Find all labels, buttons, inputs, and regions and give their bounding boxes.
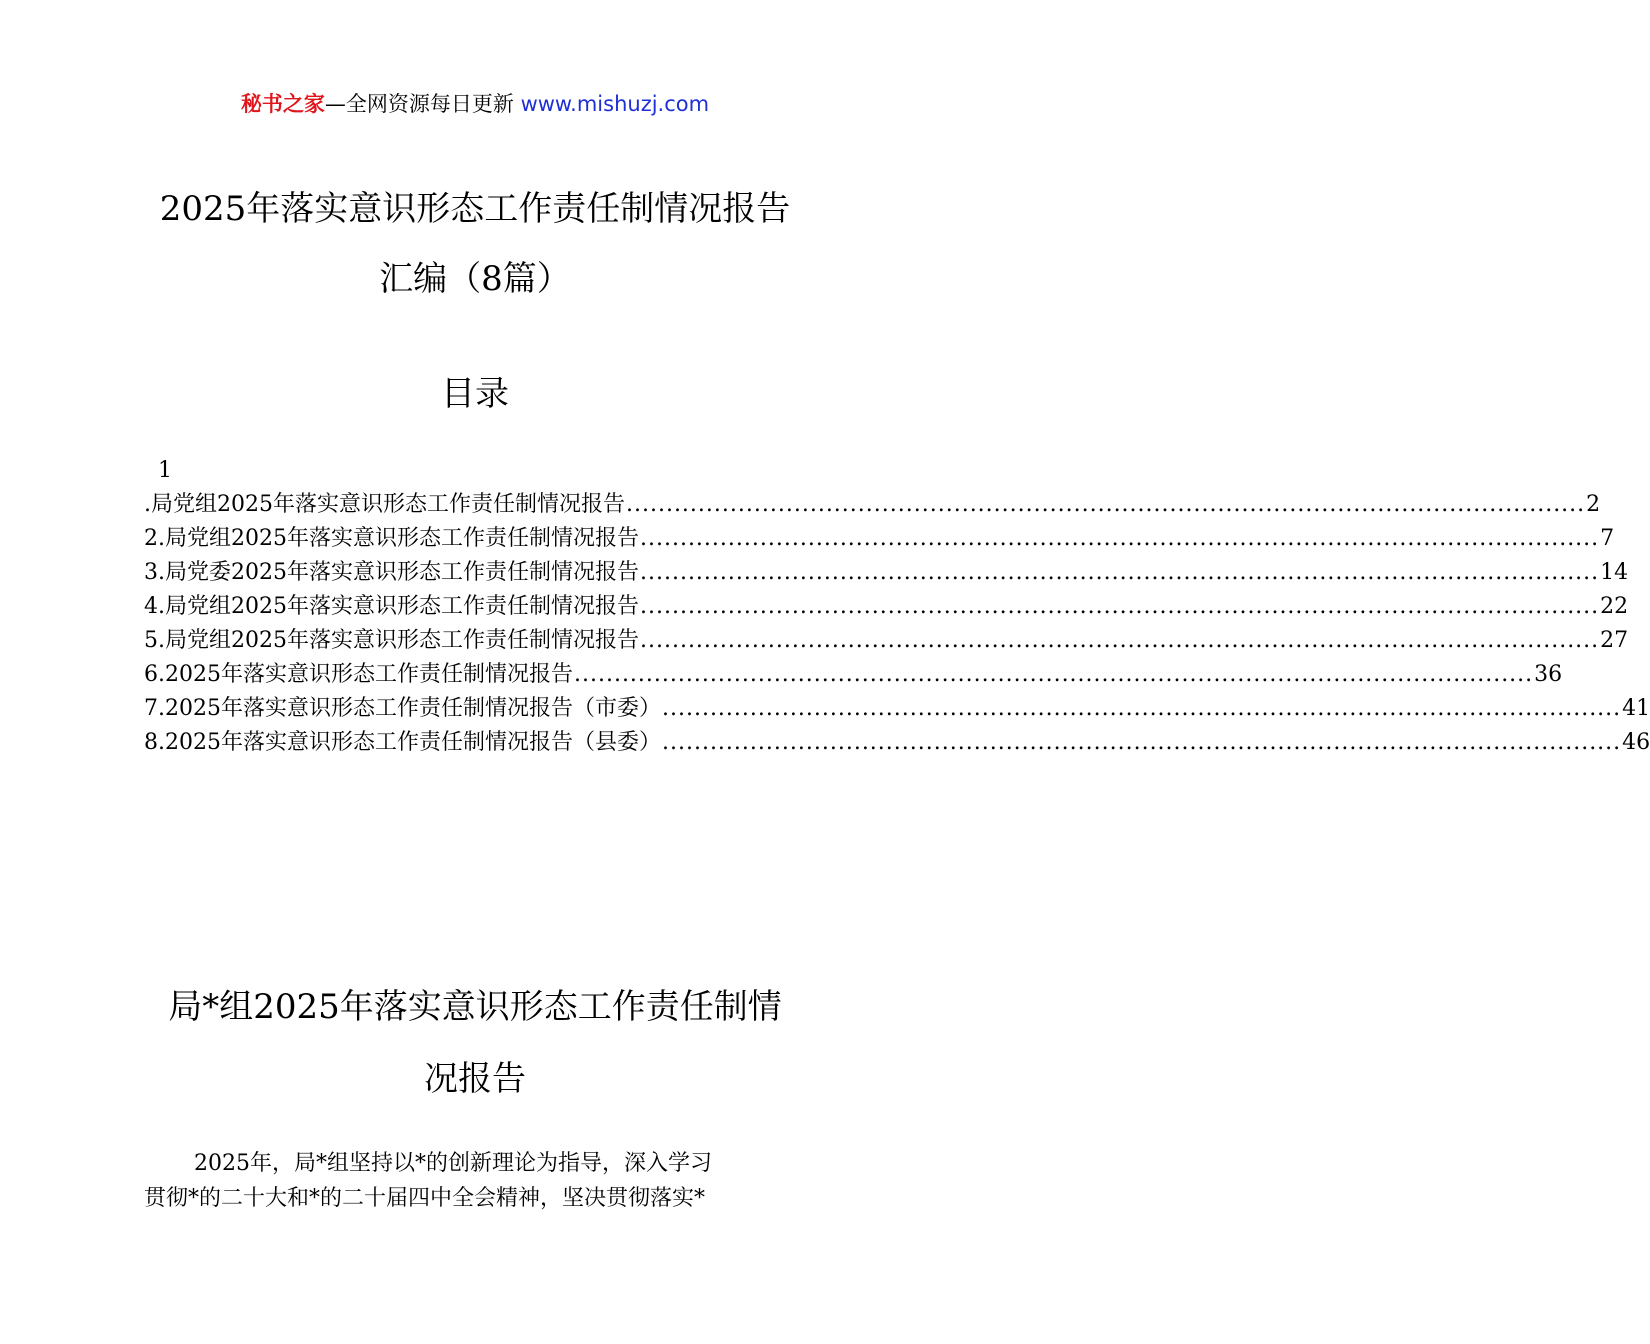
document-title-line-1: 2025年落实意识形态工作责任制情况报告 [159, 189, 791, 229]
toc-first-number: 1 [158, 458, 172, 483]
toc-entry-2[interactable] [144, 522, 1615, 556]
toc-dot-leader: ........................................................................................................................ [639, 594, 1600, 619]
toc-dot-leader: ........................................................................................................................ [639, 526, 1600, 551]
document-title-line-2: 汇编（8篇） [379, 259, 571, 299]
toc-entry-label: 7.2025年落实意识形态工作责任制情况报告（市委） [144, 696, 661, 721]
body-paragraph-line: 贯彻*的二十大和*的二十届四中全会精神，坚决贯彻落实* [144, 1186, 706, 1211]
toc-page-number: 46 [1622, 730, 1650, 755]
toc-entry-label: 4.局党组2025年落实意识形态工作责任制情况报告 [144, 594, 639, 619]
toc-dot-leader: ........................................................................................................................ [573, 662, 1534, 687]
toc-dot-leader: ........................................................................................................................ [639, 628, 1600, 653]
toc-dot-leader: ........................................................................................................................ [661, 696, 1622, 721]
toc-heading: 目录 [441, 374, 509, 414]
table-of-contents [144, 488, 1650, 760]
site-url-link[interactable]: www.mishuzj.com [520, 92, 710, 116]
toc-page-number: 27 [1600, 628, 1629, 653]
toc-page-number: 2 [1586, 492, 1601, 517]
toc-page-number: 36 [1534, 662, 1563, 687]
toc-entry-label: 3.局党委2025年落实意识形态工作责任制情况报告 [144, 560, 639, 585]
toc-dot-leader: ........................................................................................................................ [661, 730, 1622, 755]
site-slogan: —全网资源每日更新 [324, 92, 514, 116]
toc-page-number: 22 [1600, 594, 1629, 619]
body-paragraph-line: 2025年，局*组坚持以*的创新理论为指导，深入学习 [194, 1151, 712, 1176]
toc-entry-3[interactable] [144, 556, 1629, 590]
section-title-line-1: 局*组2025年落实意识形态工作责任制情 [168, 987, 782, 1027]
toc-page-number: 7 [1600, 526, 1615, 551]
toc-entry-label: 2.局党组2025年落实意识形态工作责任制情况报告 [144, 526, 639, 551]
section-body [144, 1146, 808, 1216]
toc-entry-6[interactable] [144, 658, 1563, 692]
site-header [0, 88, 950, 118]
toc-dot-leader: ........................................................................................................................ [639, 560, 1600, 585]
toc-entry-label: 8.2025年落实意识形态工作责任制情况报告（县委） [144, 730, 661, 755]
toc-entry-label: .局党组2025年落实意识形态工作责任制情况报告 [144, 492, 625, 517]
section-title-line-2: 况报告 [424, 1059, 526, 1099]
site-name[interactable]: 秘书之家 [240, 92, 325, 116]
toc-entry-label: 6.2025年落实意识形态工作责任制情况报告 [144, 662, 573, 687]
toc-page-number: 14 [1600, 560, 1629, 585]
toc-entry-4[interactable] [144, 590, 1629, 624]
toc-dot-leader: ........................................................................................................................ [625, 492, 1586, 517]
toc-entry-8[interactable] [144, 726, 1650, 760]
toc-page-number: 41 [1622, 696, 1650, 721]
toc-entry-7[interactable] [144, 692, 1650, 726]
toc-entry-label: 5.局党组2025年落实意识形态工作责任制情况报告 [144, 628, 639, 653]
toc-entry-5[interactable] [144, 624, 1629, 658]
toc-entry-1[interactable] [144, 488, 1601, 522]
